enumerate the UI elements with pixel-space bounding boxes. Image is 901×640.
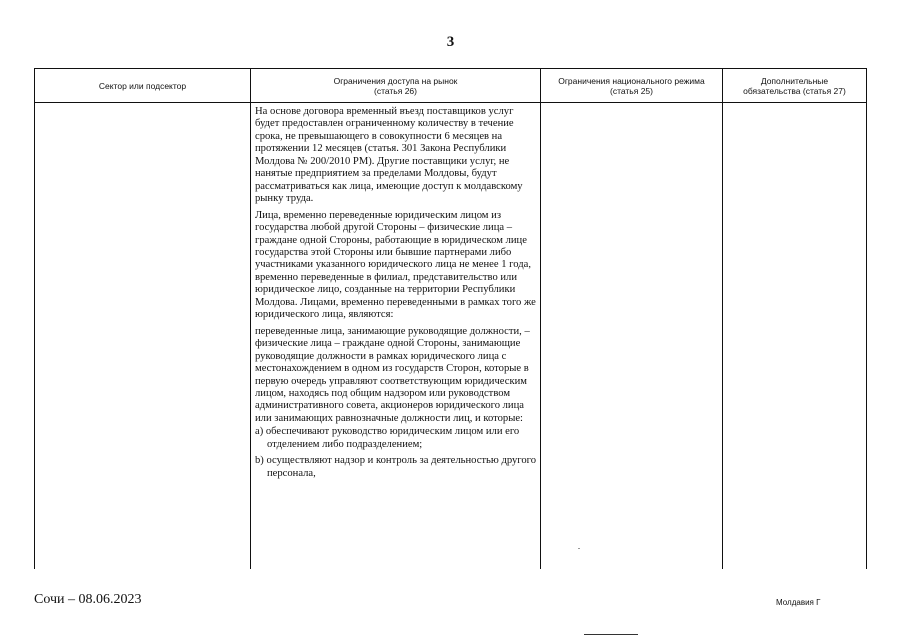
cell-market-access (251, 103, 541, 570)
footer-underline (584, 634, 638, 635)
market-access-paragraph-3: переведенные лица, занимающие руководящие должности, – физические лица – граждане одной Стороны, занимающие руководящие должности в рамках юридического лица с местонахождением в одном из государств Сторон, которые в первую очередь управляют соответствующим юридическим лицом, находясь под общим надзором или руководством административного совета, акционеров юридического лица или занимающих равнозначные должности лиц, и которые: (255, 325, 530, 424)
header-market-access-text: Ограничения доступа на рынок (статья 26) (333, 75, 458, 96)
market-access-item-b: b) осуществляют надзор и контроль за деятельностью другого персонала, (255, 455, 537, 479)
header-market-access (251, 69, 541, 103)
header-sector: Сектор или подсектор (35, 69, 251, 103)
header-additional-commitments-text: Дополнительные обязательства (статья 27) (743, 75, 846, 96)
header-additional-commitments (723, 69, 867, 103)
commitments-table (34, 68, 867, 569)
header-national-treatment (541, 69, 723, 103)
footer-place-date: Сочи – 08.06.2023 (34, 592, 142, 607)
header-national-treatment-text: Ограничения национального режима (статья 25) (558, 75, 705, 96)
cell-sector (35, 103, 251, 570)
market-access-text (251, 103, 540, 480)
cell-additional-commitments (723, 103, 867, 570)
table-header-row (35, 69, 867, 103)
footer-country-mark: Молдавия Г (776, 598, 821, 607)
market-access-item-a: a) обеспечивают руководство юридическим лицом или его отделением либо подразделением; (255, 426, 520, 450)
market-access-paragraph-1: На основе договора временный въезд поставщиков услуг будет предоставлен ограниченному количеству в течение срока, не превышающего в совокупности 6 месяцев на протяжении 12 месяцев (статья. 301 Закона Республики Молдова № 200/2010 РМ). Другие поставщики услуг, не нанятые предприятием за пределами Молдовы, будут рассматриваться как лица, имеющие доступ к молдавскому рынку труда. (255, 106, 523, 205)
market-access-paragraph-2: Лица, временно переведенные юридическим лицом из государства любой другой Стороны – физические лица – граждане одной Стороны, работающие в юридическом лице государства этой Стороны или бывшие партнерами либо участниками указанного юридического лица не менее 1 года, временно переведенные в филиал, представительство или юридическое лицо, созданные на территории Республики Молдова. Лицами, временно переведенными в рамках того же юридического лица, являются: (255, 209, 536, 321)
scan-speck (578, 548, 580, 549)
page-number: 3 (446, 34, 455, 50)
cell-national-treatment (541, 103, 723, 570)
table-row (35, 103, 867, 570)
